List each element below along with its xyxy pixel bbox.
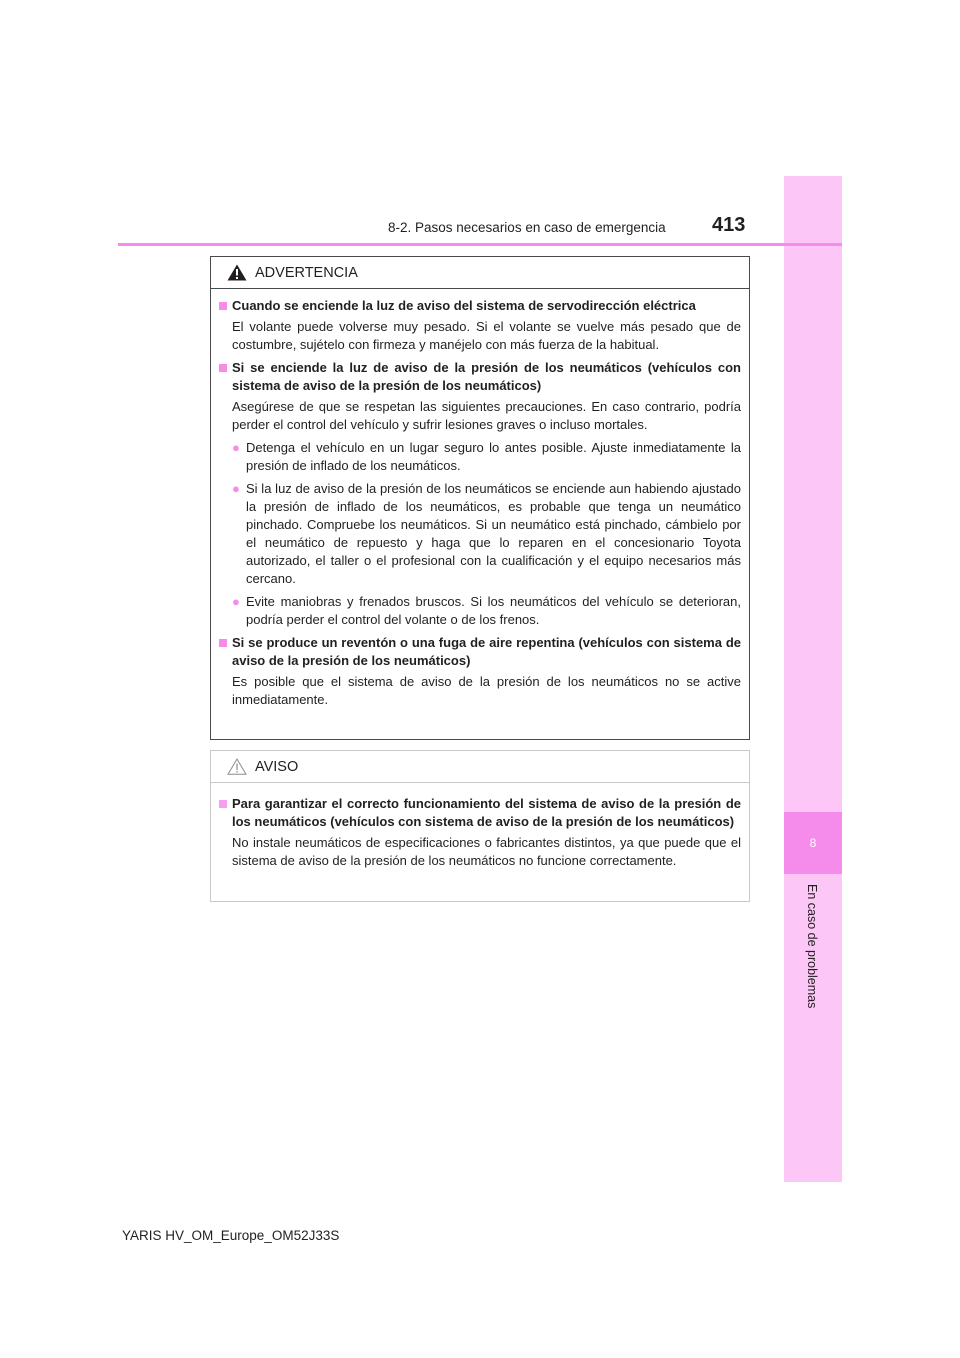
- warning-item-paragraph: El volante puede volverse muy pesado. Si el volante se vuelve más pesado que de costumbre, sujételo con firmeza y manéjelo con más fuerza de la habitual.: [232, 319, 741, 352]
- notice-item-paragraph: No instale neumáticos de especificaciones o fabricantes distintos, ya que puede que el sistema de aviso de la presión de los neumáticos no funcione correctamente.: [232, 835, 741, 868]
- caution-triangle-outline-icon: [227, 758, 247, 780]
- warning-item-title: Cuando se enciende la luz de aviso del sistema de servodirección eléctrica: [219, 297, 741, 315]
- notice-heading: AVISO: [255, 759, 299, 775]
- warning-bullet: ● Evite maniobras y frenados bruscos. Si los neumáticos del vehículo se deterioran, podría perder el control del volante o de los frenos.: [232, 594, 741, 627]
- square-bullet-icon: [219, 639, 227, 647]
- square-bullet-icon: [219, 364, 227, 372]
- circle-bullet-icon: ●: [232, 481, 240, 496]
- square-bullet-icon: [219, 800, 227, 808]
- warning-heading: ADVERTENCIA: [255, 265, 358, 281]
- warning-item-paragraph: Asegúrese de que se respetan las siguientes precauciones. En caso contrario, podría perder el control del vehículo y sufrir lesiones graves o incluso mortales.: [232, 399, 741, 432]
- warning-bullet: ● Detenga el vehículo en un lugar seguro lo antes posible. Ajuste inmediatamente la presión de inflado de los neumáticos.: [232, 440, 741, 473]
- section-title: 8-2. Pasos necesarios en caso de emergencia: [388, 220, 666, 235]
- warning-item-paragraph: Es posible que el sistema de aviso de la presión de los neumáticos no se active inmediatamente.: [232, 674, 741, 707]
- circle-bullet-icon: ●: [232, 440, 240, 455]
- warning-box: [210, 256, 750, 740]
- header-rule: [118, 243, 842, 246]
- circle-bullet-icon: ●: [232, 594, 240, 609]
- notice-body: [211, 783, 749, 870]
- warning-item-title: Si se enciende la luz de aviso de la presión de los neumáticos (vehículos con sistema de aviso de la presión de los neumáticos): [219, 359, 741, 395]
- notice-box-header: [211, 751, 749, 783]
- document-code: YARIS HV_OM_Europe_OM52J33S: [122, 1228, 340, 1243]
- warning-item-title: Si se produce un reventón o una fuga de aire repentina (vehículos con sistema de aviso de la presión de los neumáticos): [219, 634, 741, 670]
- warning-box-header: [211, 257, 749, 289]
- square-bullet-icon: [219, 302, 227, 310]
- notice-box: [210, 750, 750, 902]
- warning-triangle-icon: [227, 264, 247, 286]
- chapter-number-tab[interactable]: 8: [784, 812, 842, 874]
- warning-bullet: ● Si la luz de aviso de la presión de los neumáticos se enciende aun habiendo ajustado la presión de inflado de los neumáticos, es probable que tenga un neumático pinchado. Compruebe los neumáticos. Si un neumático está pinchado, cámbielo por el neumático de repuesto y haga que lo reparen en el concesionario Toyota autorizado, el taller o el profesional con la cualificación y el equipo necesarios más cercano.: [232, 481, 741, 586]
- chapter-label: En caso de problemas: [805, 884, 819, 1009]
- notice-item-title: Para garantizar el correcto funcionamiento del sistema de aviso de la presión de los neumáticos (vehículos con sistema de aviso de la presión de los neumáticos): [219, 795, 741, 831]
- chapter-side-tab: [784, 176, 842, 1182]
- warning-body: [211, 289, 749, 709]
- page-number: 413: [712, 214, 746, 236]
